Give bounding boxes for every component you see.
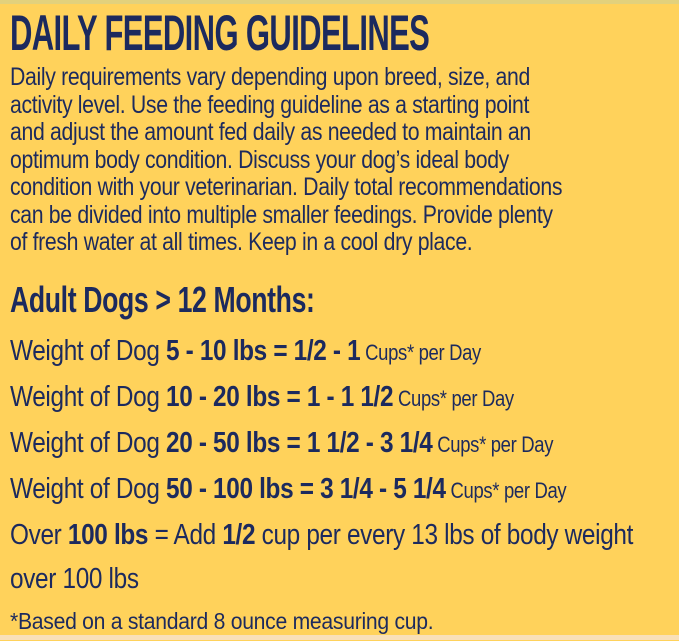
row-range-amount: 50 - 100 lbs = 3 1/4 - 5 1/4: [165, 472, 446, 505]
intro-line: Daily requirements vary depending upon breed, size, and: [10, 63, 530, 91]
top-edge-strip: [0, 0, 679, 4]
row-unit: Cups* per Day: [393, 385, 514, 411]
row-prefix: Weight of Dog: [10, 472, 166, 505]
footnote: *Based on a standard 8 ounce measuring cup.: [10, 607, 434, 634]
over-note-weight: 100 lbs: [67, 518, 149, 551]
page-title: DAILY FEEDING GUIDELINES: [10, 5, 430, 61]
over-note-text: cup per every 13 lbs of body weight over 100 lbs: [10, 518, 634, 595]
section-heading: Adult Dogs > 12 Months:: [10, 278, 315, 320]
bottom-edge-strip: [0, 635, 679, 640]
over-note-text: = Add: [148, 518, 223, 551]
intro-line: can be divided into multiple smaller feedings. Provide plenty: [10, 200, 553, 229]
over-note-amount: 1/2: [222, 518, 256, 551]
row-range-amount: 5 - 10 lbs = 1/2 - 1: [165, 334, 361, 367]
intro-line: of fresh water at all times. Keep in a cool dry place.: [10, 228, 473, 256]
feeding-table: [10, 329, 667, 513]
intro-line: optimum body condition. Discuss your dog’s ideal body: [10, 145, 509, 174]
row-range-amount: 20 - 50 lbs = 1 1/2 - 3 1/4: [165, 426, 433, 459]
feeding-row: [10, 467, 567, 513]
row-unit: Cups* per Day: [432, 431, 554, 457]
row-range-amount: 10 - 20 lbs = 1 - 1 1/2: [165, 380, 394, 413]
feeding-row: [10, 329, 562, 375]
intro-line: activity level. Use the feeding guideline as a starting point: [10, 90, 530, 119]
intro-line: condition with your veterinarian. Daily total recommendations: [10, 173, 563, 201]
intro-paragraph: [10, 64, 667, 257]
feeding-row: [10, 375, 562, 421]
row-prefix: Weight of Dog: [10, 380, 166, 413]
intro-line: and adjust the amount fed daily as needed to maintain an: [10, 118, 531, 146]
row-unit: Cups* per Day: [445, 477, 567, 503]
row-unit: Cups* per Day: [360, 339, 481, 365]
over-note-text: Over: [10, 518, 68, 551]
row-prefix: Weight of Dog: [10, 334, 166, 367]
row-prefix: Weight of Dog: [10, 426, 166, 459]
over-100-lbs-note: [10, 513, 678, 601]
feeding-row: [10, 421, 562, 467]
